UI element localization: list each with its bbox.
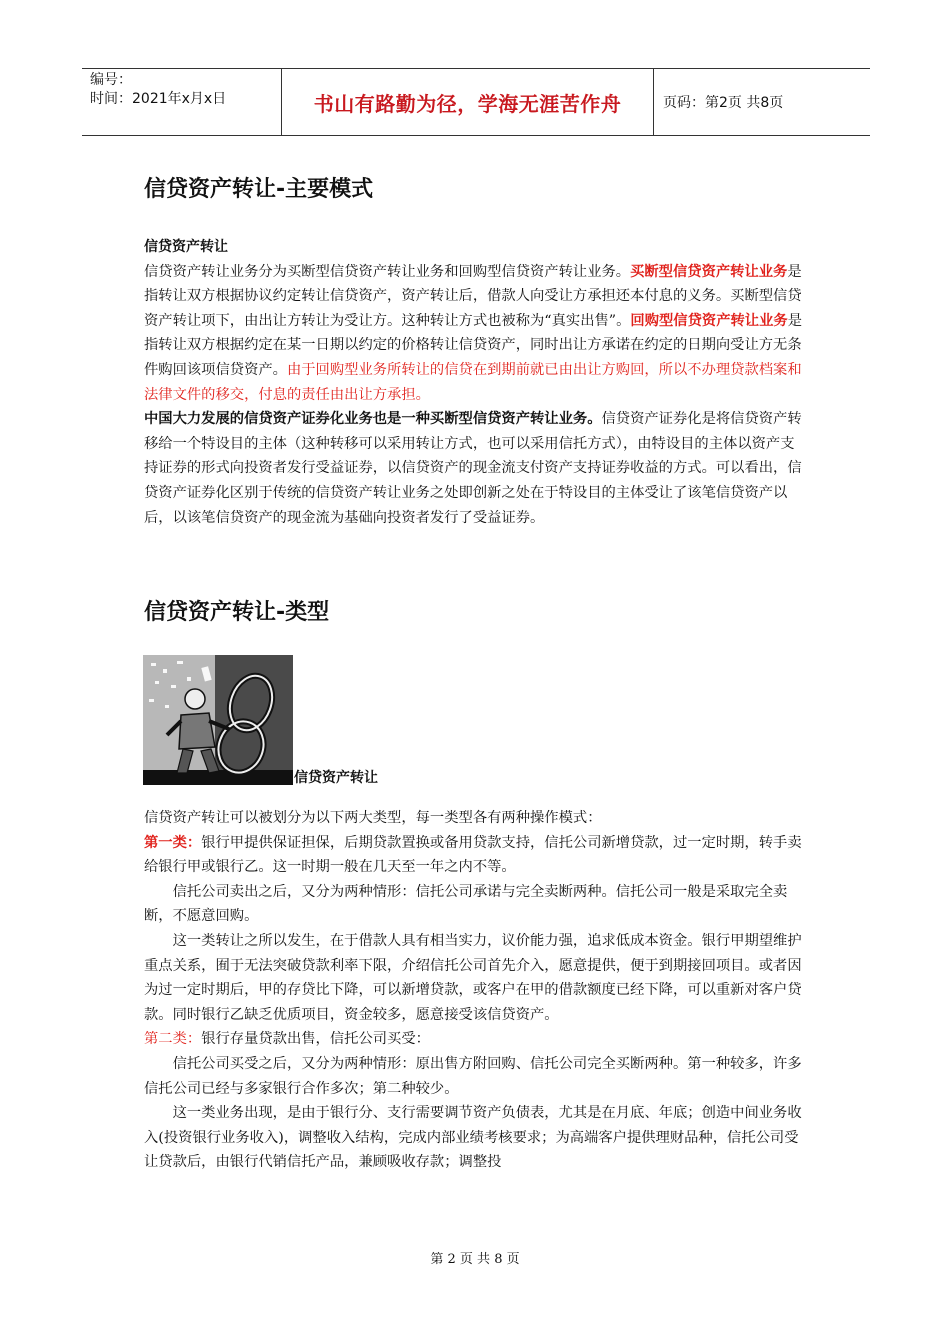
section-title-types: 信贷资产转让-类型 — [144, 600, 330, 625]
p1-red-note: 由于回购型业务所转让的信贷在到期前就已由出让方购回，所以不办理贷款档案和法律文件的移交，付息的责任由出让方承担。 — [144, 361, 802, 403]
section1-subtitle: 信贷资产转让 — [144, 239, 228, 255]
type2-paragraph-3: 这一类业务出现，是由于银行分、支行需要调节资产负债表，尤其是在月底、年底；创造中间业务收入(投资银行业务收入)，调整收入结构，完成内部业绩考核要求；为高端客户提供理财品种，信托公司受让贷款后，由银行代销信托产品，兼顾吸收存款；调整投 — [144, 1105, 802, 1171]
image-caption: 信贷资产转让 — [294, 770, 378, 786]
type2-text: 银行存量贷款出售，信托公司买受： — [201, 1031, 430, 1048]
type1-label: 第一类： — [144, 834, 202, 851]
page-header — [82, 68, 870, 136]
header-motto: 书山有路勤为径，学海无涯苦作舟 — [281, 69, 654, 135]
p2-bold-lead: 中国大力发展的信贷资产证券化业务也是一种买断型信贷资产转让业务。 — [144, 411, 602, 428]
p1-text-e: 是指转让双方根据约定在某一日期以约定的价格转让信贷资产，同时出让方承诺在约定的日期向受让方无条件购回该项信贷资产。 — [144, 312, 802, 378]
type2-label: 第二类： — [144, 1031, 202, 1048]
term-repo-transfer: 回购型信贷资产转让业务 — [630, 312, 788, 329]
section1-body — [144, 235, 806, 530]
type1-paragraph-3: 这一类转让之所以发生，在于借款人具有相当实力，议价能力强，追求低成本资金。银行甲期望维护重点关系，囿于无法突破贷款利率下限，介绍信托公司首先介入，愿意提供，便于到期接回项目。或者因为过一定时期后，甲的存贷比下降，可以新增贷款，或客户在甲的借款额度已经下降，可以重新对客户贷款。同时银行乙缺乏优质项目，资金较多，愿意接受该信贷资产。 — [144, 932, 802, 1023]
p2-text: 信贷资产证券化是将信贷资产转移给一个特设目的主体（这种转移可以采用转让方式，也可以采用信托方式），由特设目的主体以资产支持证券的形式向投资者发行受益证券，以信贷资产的现金流支付资产支持证券收益的方式。可以看出，信贷资产证券化区别于传统的信贷资产转让业务之处即创新之处在于特设目的主体受让了该笔信贷资产以后，以该笔信贷资产的现金流为基础向投资者发行了受益证券。 — [144, 411, 802, 526]
paragraph-transfer-types — [144, 260, 806, 408]
p1-text-c: 是指转让双方根据协议约定转让信贷资产，资产转让后，借款人向受让方承担还本付息的义务。买断型信贷资产转让项下，由出让方转让为受让方。这种转让方式也被称为“真实出售”。 — [144, 263, 802, 329]
section2-body — [144, 806, 806, 1175]
types-intro: 信贷资产转让可以被划分为以下两大类型，每一类型各有两种操作模式： — [144, 810, 602, 826]
type2-paragraph — [144, 1027, 806, 1052]
header-page-info: 页码：第2页 共8页 — [663, 95, 784, 111]
type1-paragraph-2: 信托公司卖出之后，又分为两种情形：信托公司承诺与完全卖断两种。信托公司一般是采取完全卖断，不愿意回购。 — [144, 883, 788, 925]
time-label: 时间：2021年x月x日 — [90, 91, 227, 107]
type1-paragraph — [144, 831, 806, 880]
header-meta — [82, 69, 281, 135]
p1-text-a: 信贷资产转让业务分为买断型信贷资产转让业务和回购型信贷资产转让业务。 — [144, 263, 631, 280]
term-buyout-transfer: 买断型信贷资产转让业务 — [630, 263, 788, 280]
paragraph-securitization — [144, 407, 806, 530]
section-title-main-modes: 信贷资产转让-主要模式 — [144, 177, 374, 202]
type1-text: 银行甲提供保证担保，后期贷款置换或备用贷款支持，信托公司新增贷款，过一定时期，转手卖给银行甲或银行乙。这一时期一般在几天至一年之内不等。 — [144, 834, 802, 876]
cartoon-illustration — [143, 655, 293, 785]
number-label: 编号： — [90, 72, 132, 88]
page-footer: 第 2 页 共 8 页 — [430, 1252, 520, 1267]
type2-paragraph-2: 信托公司买受之后，又分为两种情形：原出售方附回购、信托公司完全买断两种。第一种较多，许多信托公司已经与多家银行合作多次；第二种较少。 — [144, 1055, 802, 1097]
